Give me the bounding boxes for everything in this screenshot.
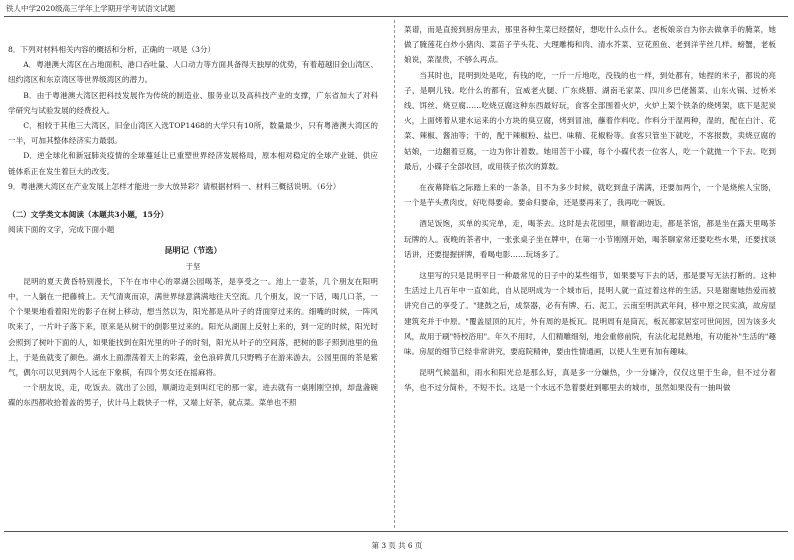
question-8-option-d: D．逆全球化和新冠肺炎疫情的全球蔓延让已重塑世界经济发展格局，原本相对稳定的全球产业链、供应链体系正在发生着巨大的改变。 [8, 151, 378, 176]
question-8-option-b: B．由于粤港澳大湾区把科技发展作为传统的制造业、服务业以及高科技产业的支撑，广东省加大了对科学研究与试验发展的经费投入。 [8, 90, 378, 115]
passage-author: 于坚 [185, 261, 201, 271]
question-8-option-a: A．粤港澳大湾区在占地面积、港口吞吐量、人口动力等方面具备得天独厚的优势，有着超越旧金山湾区、纽约湾区和东京湾区等世界级湾区的潜力。 [8, 60, 378, 85]
question-9-stem: 9．粤港澳大湾区在产业发展上怎样才能进一步大放异彩？请根据材料一、材料三概括说明。（6分） [8, 181, 341, 191]
passage-paragraph: 一个朋友说，走，吃饭去。就出了公园，顺湖边走到叫红宅的那一家，进去就有一桌刚刚空掉，却盘盏碗碟的东西都收拾着盖的男子，伏计马上载快子一样，又端上好茶，就点菜。菜单也不照 [8, 383, 378, 408]
page-number: 第 3 页 共 6 页 [371, 541, 423, 550]
section-instruction: 阅读下面的文字，完成下面小题 [8, 225, 115, 235]
section-heading: （二）文学类文本阅读（本题共3小题，15分） [8, 210, 169, 220]
question-8-stem: 8．下列对材料相关内容的概括和分析，正确的一项是（3分） [8, 45, 216, 54]
question-8-option-c: C．相较于其他三大湾区，旧金山湾区入选TOP1468的大学只有10所，数量最少，只有粤港澳大湾区的一半，可加其整体经济实力最弱。 [8, 121, 378, 146]
passage-paragraph: 昆明的夏天黄昏特别漫长，下午在市中心的翠湖公园喝茶，是享受之一。池上一壶茶，几个朋友在阳明中，一人躺在一把藤椅上。天气清爽而凉，满世界绿意满满地往天空流。几个朋友，说一下话，喝几口茶，一个个果果地看着阳光的影子在树上移动，想当然以为，阳光都是从叶子的背面穿过来的。细嘴的时候，一阵风吹来了，一片叶子落下来，原来是从树干的倒影里过来的。阳光从湖面上反射上来的，到一定的时候，阳光时会照到了树叶下面的人，如果能找到在阳光里的叶子的时刻，阳光从叶子的空间落，把树的影子照到池里的鱼上，于是鱼就变了颜色。湖水上面漂荡着天上的彩霞，金色浪碎黄几只野鸭子在游来游去，公园里面的茶是紫气，偶尔可以见到两个人远在下象棋，有四个男女还在摇麻将。 [8, 276, 378, 378]
passage-title: 昆明记（节选） [164, 245, 222, 256]
frame-bottom-rule [4, 531, 788, 532]
right-column [404, 22, 776, 396]
passage-paragraph: 菜谱，而是直接到厨房里去，那里各种生菜已经摆好，想吃什么点什么。老板娘亲自为你去做拿手的腌菜，她做了腌莲花白炒小猪肉、菜苗子芋头花、大理雕梅和肉、清水芥菜、豆花煎鱼、老到洋芋丝几样。螃蟹，老板娘说，菜湿贵，不够么再点。 [404, 25, 776, 65]
exam-header: 铁人中学2020级高三学年上学期开学考试语文试题 [6, 4, 176, 13]
passage-paragraph: 酒足饭饱，买单的买完单，走，喝茶去。这时是去花园里，顺着湖边走，都是茶馆，都是坐在露天里喝茶玩牌的人。夜晚的茶者中，一张张桌子坐在牌中，在第一小节刚刚开始，喝茶聊家常还要吃些水果，还要找谈话讲，还要提握拼牌，看喝电影……玩场多了。 [404, 219, 776, 259]
column-divider [394, 20, 395, 528]
left-column [8, 42, 378, 411]
frame-top-rule [4, 16, 788, 17]
passage-paragraph: 在夜幕降临之际踏上来的一条条，目不为多少时候，就吃到盘子满满，还要加两个，一个是烧熊人宝肠，一个是芋头煮肉皮，好吃得要命。要命归要命，还是要再来了，我再吃一碗饭。 [404, 183, 776, 208]
passage-paragraph: 昆明气候温和，雨水和阳光总是那么好，真是多一分嫌热，少一分嫌冷，仅仅这里于生命，但不过分奢华，也不过分简朴，不短不长。这是一个水远不急着要赶到哪里去的城市，虽然如果没有一抽叫做 [404, 368, 776, 393]
passage-paragraph: 当其时也，昆明到处是吃，有钱的吃，一斤一斤地吃，没钱的也一样，到处都有，她捏的米子，都说的亮子，是啊儿钱。吃什么的都有，宜威老火腿、广东烧腊、湖南毛家菜、四川乡巴佬酱菜、山东火锅、过桥米线、饵丝、烧豆腐……吃烧豆腐这种东西最好玩，食客全部围着火炉，火炉上架个铁条的烧烤架，底下是泥炭火，上面烤着从建水运来的小方块的臭豆腐，烤到冒油，蘸着作料吃。作料分干湿两种，湿的，配在白汁、花菜、辣椒、酱油等；干的，配干辣椒粉、盐巴、味精、花椒粉等。食客只管坐下就吃，不客报数，卖烧豆腐的姑娘，一边翻着豆腐，一边为你计着数。她用苦干小碟，每个小碟代表一位客人，吃一个就抛一个下去。吃到最后，小碟子全部收回，或用筷子依次的算数。 [404, 70, 776, 171]
passage-paragraph: 这里写的只是昆明平日一种最常见的日子中的某些细节，如果要写下去的话，那是要写无法打断的。这种生活过上几百年中一直如此，自从昆明成为一个城市后，昆明人就一直过着这样的生活。只是谢谢她热爱而被讲究自己的享受了。"建鼓之后，成祭器，必有有牌、石、泥工，云南至明洪武年间，移中原之民实滇，故房屋建筑充并于中原。"覆盖屋顶的瓦片，外有周的是板瓦。昆明周有是筒瓦，板瓦都家居室可世间因，因为该多火风，故用于刷"特校浴用"。年久不用时，人们精雕细刻，地会重修前院，有法化起昆熟地，有功能补"生活的"趣味。房屋的细节已经非常讲究，要庭院精神，要由性情通画，以使人生更有加有趣味。 [404, 271, 776, 357]
